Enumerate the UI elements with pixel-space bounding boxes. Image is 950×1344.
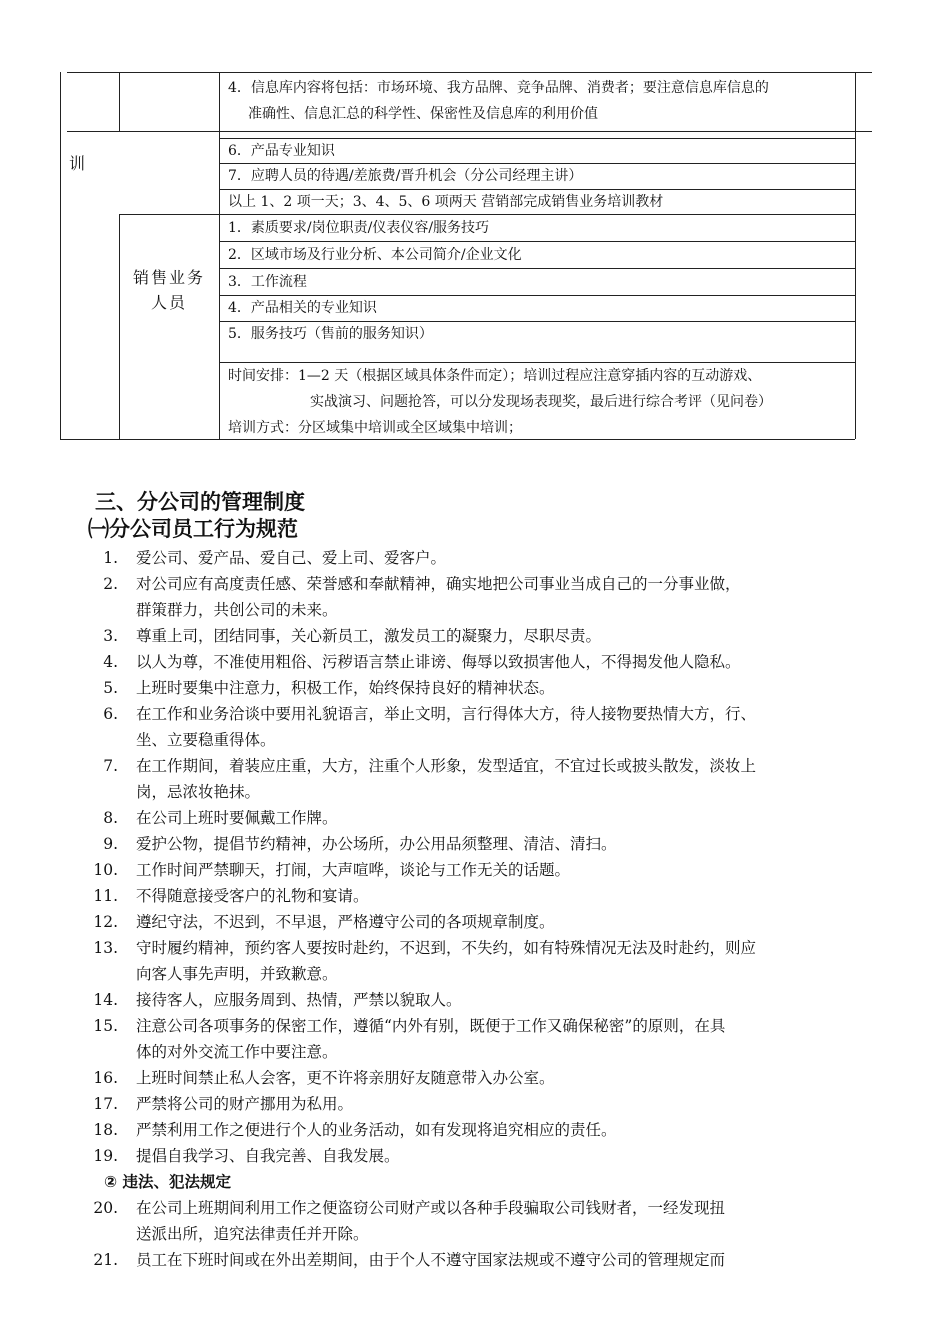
rule-number: 20. <box>93 1199 118 1217</box>
rule-text-line: 岗，忌浓妆艳抹。 <box>136 783 261 801</box>
rule-text-line: 在工作和业务洽谈中要用礼貌语言，举止文明，言行得体大方，待人接物要热情大方，行、 <box>136 705 757 723</box>
rule-text-line: 接待客人，应服务周到、热情，严禁以貌取人。 <box>136 991 462 1009</box>
rule-number: 14. <box>93 991 118 1009</box>
rule-number: 5. <box>103 679 118 697</box>
rule-text-line: 严禁利用工作之便进行个人的业务活动，如有发现将追究相应的责任。 <box>136 1121 617 1139</box>
subsection-heading: ② 违法、犯法规定 <box>104 1173 232 1191</box>
rule-text-line: 上班时要集中注意力，积极工作，始终保持良好的精神状态。 <box>136 679 555 697</box>
rule-text-line: 群策群力，共创公司的未来。 <box>136 601 338 619</box>
table-cell-sales-3: 3．工作流程 <box>228 274 307 290</box>
sales-staff-label-line1: 销售业务 <box>132 268 205 287</box>
rule-number: 19. <box>93 1147 118 1165</box>
rule-text-line: 在工作期间，着装应庄重，大方，注重个人形象，发型适宜，不宜过长或披头散发，淡妆上 <box>136 757 757 775</box>
section-title: 三、分公司的管理制度 <box>95 490 305 514</box>
rule-number: 13. <box>93 939 118 957</box>
rule-text-line: 在公司上班时要佩戴工作牌。 <box>136 809 338 827</box>
rule-text-line: 体的对外交流工作中要注意。 <box>136 1043 338 1061</box>
table-cell-product-knowledge: 6．产品专业知识 <box>228 143 335 159</box>
rule-number: 10. <box>93 861 118 879</box>
rule-text-line: 不得随意接受客户的礼物和宴请。 <box>136 887 369 905</box>
rule-text-line: 上班时间禁止私人会客，更不许将亲朋好友随意带入办公室。 <box>136 1069 555 1087</box>
rule-text-line: 坐、立要稳重得体。 <box>136 731 276 749</box>
rule-number: 7. <box>103 757 118 775</box>
rule-number: 2. <box>103 575 118 593</box>
rule-number: 9. <box>103 835 118 853</box>
rule-text-line: 注意公司各项事务的保密工作，遵循“内外有别，既便于工作又确保秘密”的原则，在具 <box>136 1017 726 1035</box>
table-cell-info-1: 4．信息库内容将包括：市场环境、我方品牌、竞争品牌、消费者；要注意信息库信息的 <box>228 80 769 96</box>
rule-text-line: 向客人事先声明，并致歉意。 <box>136 965 338 983</box>
table-cell-schedule-line1: 时间安排：1—2 天（根据区域具体条件而定）；培训过程应注意穿插内容的互动游戏、 <box>228 368 762 384</box>
table-cell-schedule-line2: 实战演习、问题抢答，可以分发现场表现奖，最后进行综合考评（见问卷） <box>310 394 772 410</box>
rule-text-line: 守时履约精神，预约客人要按时赴约，不迟到，不失约，如有特殊情况无法及时赴约，则应 <box>136 939 757 957</box>
table-cell-schedule-summary: 以上 1、2 项一天；3、4、5、6 项两天 营销部完成销售业务培训教材 <box>228 194 664 210</box>
section-subtitle: ㈠分公司员工行为规范 <box>88 517 298 541</box>
rule-number: 4. <box>103 653 118 671</box>
rule-number: 1. <box>103 549 118 567</box>
rule-text-line: 爱护公物，提倡节约精神，办公场所，办公用品须整理、清洁、清扫。 <box>136 835 617 853</box>
rule-text-line: 提倡自我学习、自我完善、自我发展。 <box>136 1147 400 1165</box>
rule-text-line: 工作时间严禁聊天，打闹，大声喧哗，谈论与工作无关的话题。 <box>136 861 571 879</box>
rule-text-line: 遵纪守法，不迟到，不早退，严格遵守公司的各项规章制度。 <box>136 913 555 931</box>
rule-text-line: 尊重上司，团结同事，关心新员工，激发员工的凝聚力，尽职尽责。 <box>136 627 602 645</box>
rule-text-line: 在公司上班期间利用工作之便盗窃公司财产或以各种手段骗取公司钱财者，一经发现扭 <box>136 1199 726 1217</box>
rule-text-line: 爱公司、爱产品、爱自己、爱上司、爱客户。 <box>136 549 447 567</box>
rule-number: 16. <box>93 1069 118 1087</box>
table-cell-treatment: 7．应聘人员的待遇/差旅费/晋升机会（分公司经理主讲） <box>228 168 583 184</box>
rule-number: 3. <box>103 627 118 645</box>
rule-text-line: 员工在下班时间或在外出差期间，由于个人不遵守国家法规或不遵守公司的管理规定而 <box>136 1251 726 1269</box>
rule-text-line: 以人为尊，不准使用粗俗、污秽语言禁止诽谤、侮辱以致损害他人，不得揭发他人隐私。 <box>136 653 741 671</box>
rule-number: 6. <box>103 705 118 723</box>
sales-staff-label-line2: 人员 <box>150 293 187 312</box>
table-cell-method: 培训方式：分区域集中培训或全区域集中培训； <box>228 420 522 436</box>
rule-number: 18. <box>93 1121 118 1139</box>
rule-number: 21. <box>93 1251 118 1269</box>
rule-text-line: 对公司应有高度责任感、荣誉感和奉献精神，确实地把公司事业当成自己的一分事业做， <box>136 575 741 593</box>
rule-number: 12. <box>93 913 118 931</box>
rule-number: 8. <box>103 809 118 827</box>
table-cell-info-2: 准确性、信息汇总的科学性、保密性及信息库的利用价值 <box>248 106 598 122</box>
table-cell-sales-5: 5．服务技巧（售前的服务知识） <box>228 326 433 342</box>
rule-text-line: 送派出所，追究法律责任并开除。 <box>136 1225 369 1243</box>
table-cell-sales-4: 4．产品相关的专业知识 <box>228 300 377 316</box>
table-cell-sales-2: 2．区域市场及行业分析、本公司简介/企业文化 <box>228 247 522 263</box>
rule-number: 11. <box>93 887 118 905</box>
rule-number: 17. <box>93 1095 118 1113</box>
rule-number: 15. <box>93 1017 118 1035</box>
rule-text-line: 严禁将公司的财产挪用为私用。 <box>136 1095 354 1113</box>
table-cell-sales-1: 1．素质要求/岗位职责/仪表仪容/服务技巧 <box>228 220 490 236</box>
table-left-label: 训 <box>68 154 87 173</box>
